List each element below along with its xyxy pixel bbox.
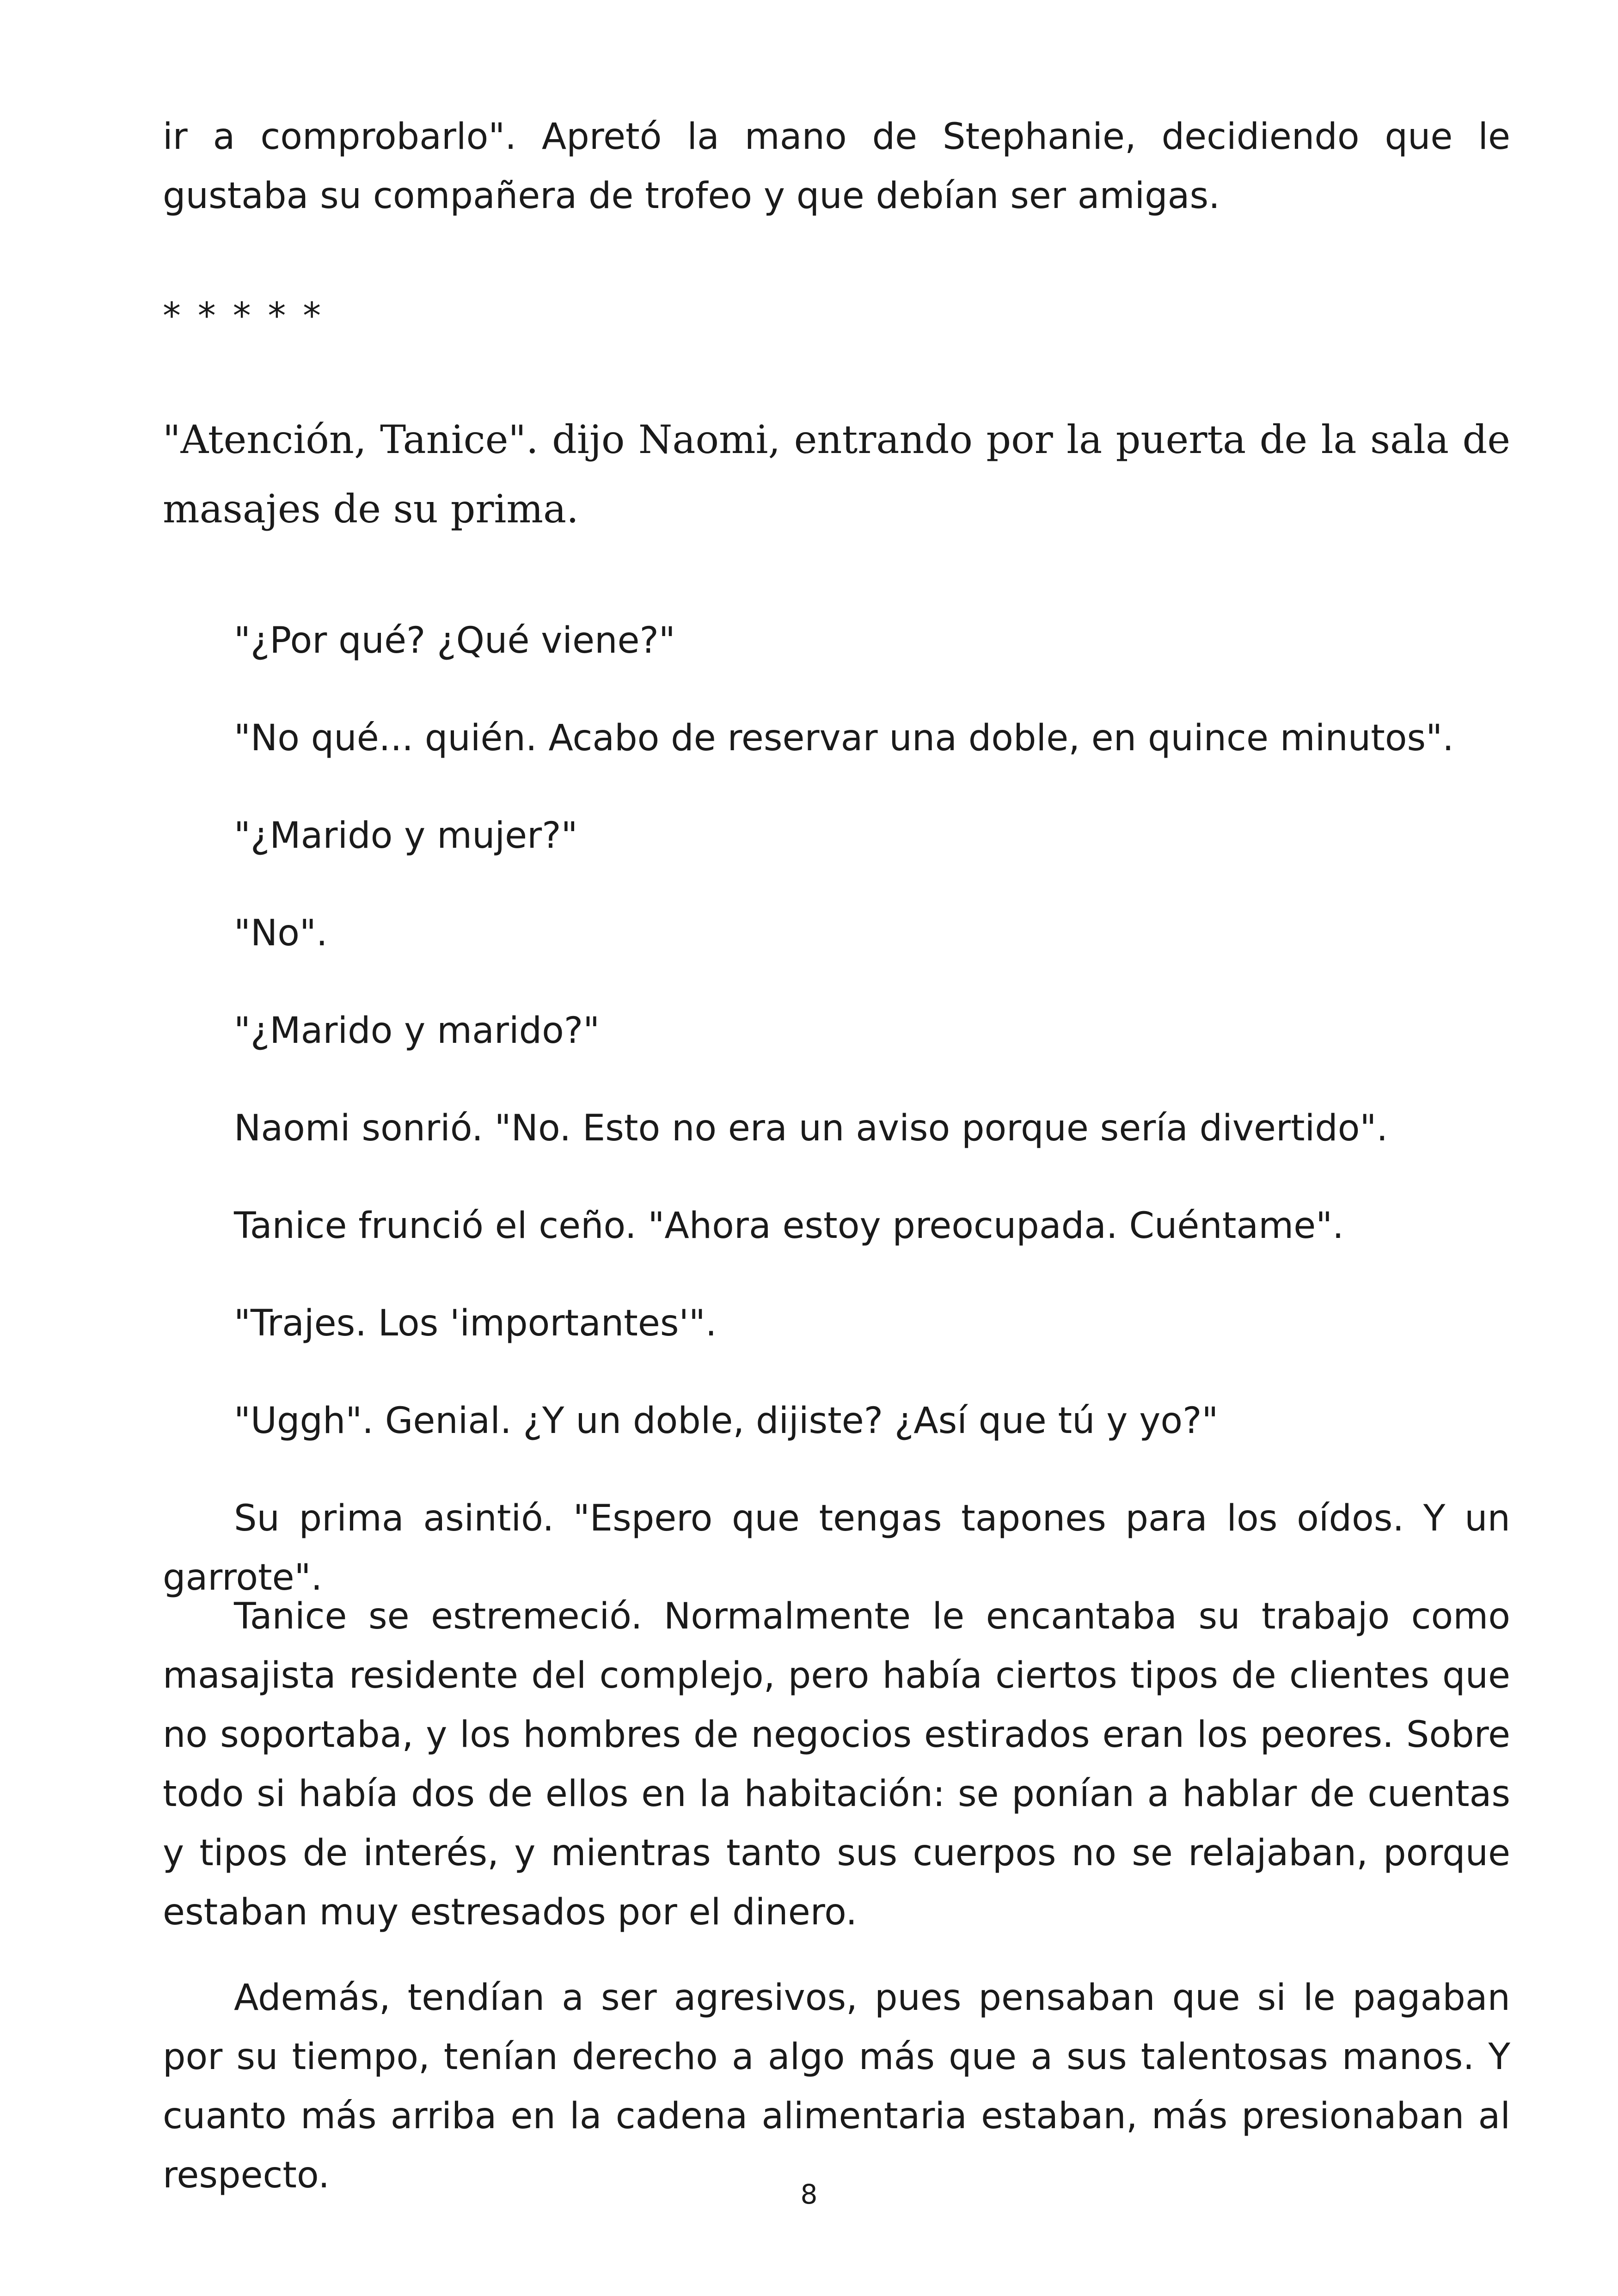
body-paragraph: Además, tendían a ser agresivos, pues pensaban que si le pagaban por su tiempo, tenían derecho a algo más que a sus talentosas manos. Y cuanto más arriba en la cadena alimentaria estaban, más presionaban al respecto. <box>163 1977 1510 2196</box>
dialogue-line: "No qué... quién. Acabo de reservar una doble, en quince minutos". <box>234 717 1454 759</box>
dialogue-line: "¿Marido y mujer?" <box>234 815 578 857</box>
dialogue-line: "Uggh". Genial. ¿Y un doble, dijiste? ¿Así que tú y yo?" <box>234 1400 1219 1442</box>
dialogue-line: "No". <box>234 912 328 954</box>
paragraph-scene-opening: "Atención, Tanice". dijo Naomi, entrando por la puerta de la sala de masajes de su prima. <box>163 417 1510 532</box>
dialogue-line: "¿Marido y marido?" <box>234 1010 600 1052</box>
page-number: 8 <box>800 2179 818 2210</box>
dialogue-line: "Trajes. Los 'importantes'". <box>234 1303 717 1344</box>
dialogue-line: Tanice frunció el ceño. "Ahora estoy preocupada. Cuéntame". <box>234 1205 1344 1247</box>
body-paragraph: Tanice se estremeció. Normalmente le encantaba su trabajo como masajista residente del complejo, pero había ciertos tipos de clientes que no soportaba, y los hombres de negocios estirados eran los peores. Sobre todo si había dos de ellos en la habitación: se ponían a hablar de cuentas y tipos de interés, y mientras tanto sus cuerpos no se relajaban, porque estaban muy estresados por el dinero. <box>163 1596 1510 1933</box>
dialogue-line: "¿Por qué? ¿Qué viene?" <box>234 620 675 661</box>
scene-separator: * * * * * <box>163 295 324 337</box>
dialogue-line: Naomi sonrió. "No. Esto no era un aviso porque sería divertido". <box>234 1108 1388 1149</box>
paragraph-continuation: ir a comprobarlo". Apretó la mano de Stephanie, decidiendo que le gustaba su compañera de trofeo y que debían ser amigas. <box>163 116 1510 217</box>
dialogue-line: Su prima asintió. "Espero que tengas tapones para los oídos. Y un garrote". <box>163 1498 1510 1598</box>
